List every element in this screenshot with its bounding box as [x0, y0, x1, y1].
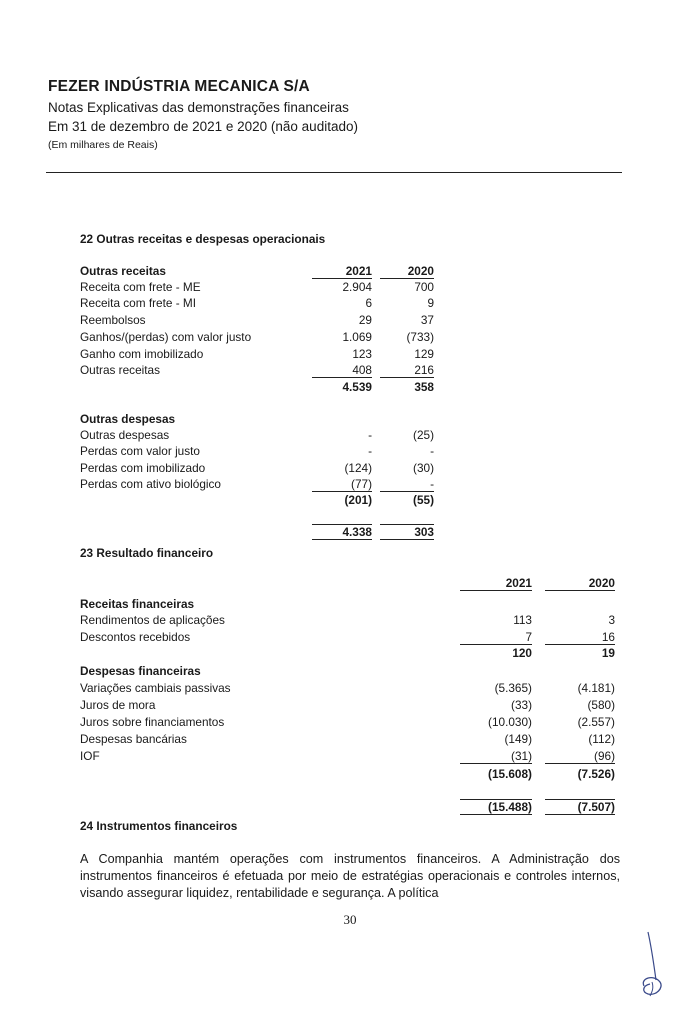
- s23-col-2020: 2020: [545, 576, 615, 591]
- s22-despesas-2020: (25): [413, 428, 434, 442]
- s22-receitas-2020: (733): [406, 330, 434, 344]
- s22-receitas-total-2020: 358: [414, 380, 434, 394]
- s22-grand-total-2020: 303: [380, 524, 434, 540]
- page-number: 30: [343, 912, 357, 927]
- s23-despesas-2021: (10.030): [488, 715, 532, 729]
- s22-receitas-2020: 700: [414, 280, 434, 294]
- s22-despesas-total-2021: (201): [344, 493, 372, 507]
- s22-despesas-label: Perdas com valor justo: [80, 444, 200, 458]
- s22-despesas-2020: -: [380, 477, 434, 492]
- s22-despesas-2021: -: [368, 428, 372, 442]
- s23-grand-total-2020: (7.507): [545, 799, 615, 815]
- s22-receitas-label: Ganho com imobilizado: [80, 347, 204, 361]
- s22-despesas-total-2020: (55): [413, 493, 434, 507]
- header-divider: [46, 172, 622, 173]
- s23-receitas-2021: 7: [460, 630, 532, 645]
- s23-col-2021: 2021: [460, 576, 532, 591]
- s22-receitas-label: Outras receitas: [80, 363, 160, 377]
- section-22-title: 22 Outras receitas e despesas operacionais: [80, 232, 326, 246]
- s22-receitas-2020: 9: [427, 296, 434, 310]
- s22-receitas-label: Reembolsos: [80, 313, 146, 327]
- s22-receitas-label: Ganhos/(perdas) com valor justo: [80, 330, 252, 344]
- section-23-title: 23 Resultado financeiro: [80, 546, 214, 560]
- s23-receitas-heading: Receitas financeiras: [80, 597, 195, 611]
- document-subtitle: Notas Explicativas das demonstrações financeiras: [48, 100, 349, 115]
- s22-despesas-label: Perdas com ativo biológico: [80, 477, 221, 491]
- s23-despesas-total-2021: (15.608): [488, 767, 532, 781]
- s23-despesas-2021: (149): [504, 732, 532, 746]
- s23-despesas-2021: (5.365): [494, 681, 532, 695]
- s23-despesas-2020: (580): [587, 698, 615, 712]
- s22-despesas-2021: -: [368, 444, 372, 458]
- s23-despesas-2021: (31): [460, 749, 532, 764]
- s22-receitas-total-2021: 4.539: [342, 380, 372, 394]
- company-name: FEZER INDÚSTRIA MECANICA S/A: [48, 78, 310, 95]
- s22-despesas-label: Perdas com imobilizado: [80, 461, 206, 475]
- s22-receitas-heading: Outras receitas: [80, 264, 166, 278]
- s22-receitas-2020: 37: [420, 313, 434, 327]
- s22-receitas-2021: 2.904: [342, 280, 372, 294]
- s22-despesas-label: Outras despesas: [80, 428, 170, 442]
- section-24-title: 24 Instrumentos financeiros: [80, 819, 238, 833]
- s22-receitas-label: Receita com frete - MI: [80, 296, 197, 310]
- s23-despesas-2020: (4.181): [577, 681, 615, 695]
- s22-despesas-2020: (30): [413, 461, 434, 475]
- s22-despesas-heading: Outras despesas: [80, 412, 176, 426]
- s23-despesas-label: Juros de mora: [80, 698, 156, 712]
- s23-despesas-label: Juros sobre financiamentos: [80, 715, 225, 729]
- s22-receitas-2021: 123: [352, 347, 372, 361]
- s23-despesas-2020: (96): [545, 749, 615, 764]
- s23-despesas-label: Despesas bancárias: [80, 732, 187, 746]
- s23-despesas-label: IOF: [80, 749, 100, 763]
- period-line: Em 31 de dezembro de 2021 e 2020 (não auditado): [48, 119, 358, 134]
- s22-receitas-2020: 129: [414, 347, 434, 361]
- s22-despesas-2020: -: [430, 444, 434, 458]
- units-note: (Em milhares de Reais): [48, 139, 158, 151]
- s22-despesas-2021: (124): [344, 461, 372, 475]
- s22-col-2021: 2021: [312, 264, 372, 279]
- s23-receitas-total-2021: 120: [512, 646, 532, 660]
- s22-receitas-label: Receita com frete - ME: [80, 280, 201, 294]
- s23-receitas-label: Descontos recebidos: [80, 630, 191, 644]
- s23-receitas-2020: 16: [545, 630, 615, 645]
- s23-despesas-total-2020: (7.526): [577, 767, 615, 781]
- s22-receitas-2021: 6: [365, 296, 372, 310]
- s22-receitas-2021: 1.069: [342, 330, 372, 344]
- s23-grand-total-2021: (15.488): [460, 799, 532, 815]
- s23-despesas-2021: (33): [511, 698, 532, 712]
- s23-despesas-heading: Despesas financeiras: [80, 664, 201, 678]
- section-24-paragraph: A Companhia mantém operações com instrumentos financeiros. A Administração dos instrumentos financeiros é efetuada por meio de estratégias operacionais e controles internos, visando assegurar liquidez, rentabilidade e segurança. A política: [80, 852, 620, 900]
- s22-col-2020: 2020: [380, 264, 434, 279]
- s23-receitas-total-2020: 19: [601, 646, 615, 660]
- signature-mark: [630, 930, 670, 1000]
- s23-receitas-label: Rendimentos de aplicações: [80, 613, 225, 627]
- s22-receitas-2020: 216: [380, 363, 434, 378]
- s23-despesas-2020: (2.557): [577, 715, 615, 729]
- s22-despesas-2021: (77): [312, 477, 372, 492]
- s23-despesas-label: Variações cambiais passivas: [80, 681, 231, 695]
- s22-grand-total-2021: 4.338: [312, 524, 372, 540]
- s23-despesas-2020: (112): [588, 732, 615, 746]
- s23-receitas-2020: 3: [608, 613, 615, 627]
- s22-receitas-2021: 408: [312, 363, 372, 378]
- s22-receitas-2021: 29: [358, 313, 372, 327]
- s23-receitas-2021: 113: [513, 613, 532, 627]
